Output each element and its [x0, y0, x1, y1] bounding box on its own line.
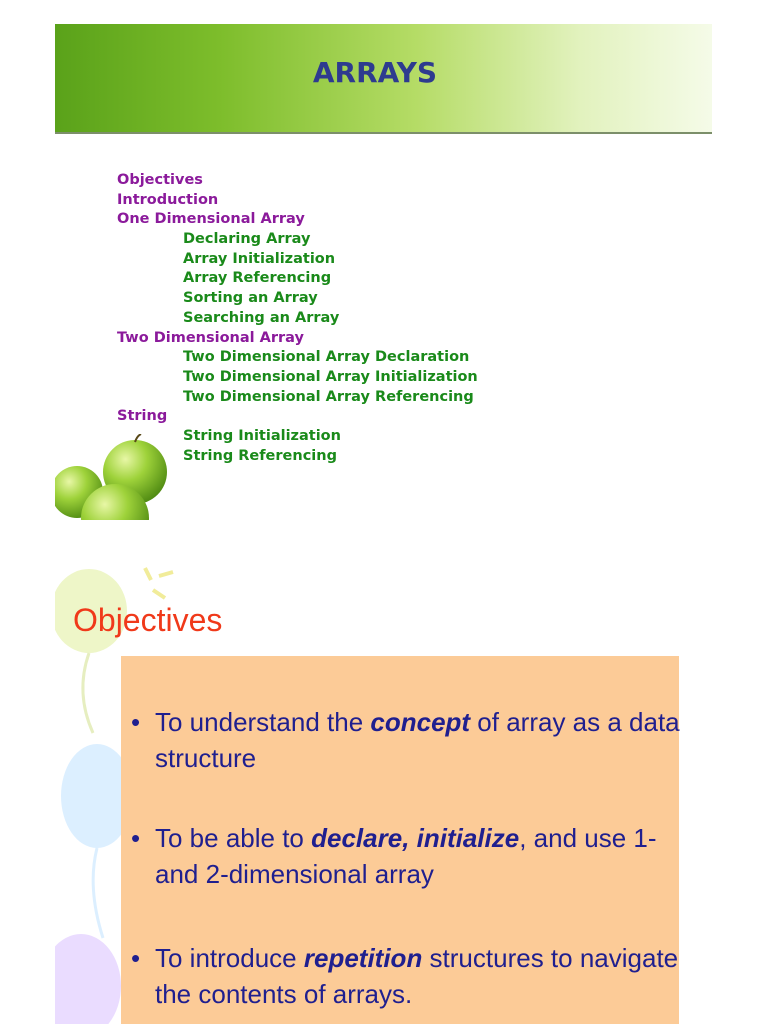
slide-title: ARRAYS — [312, 56, 438, 89]
table-of-contents — [117, 172, 478, 467]
toc-subsection: Searching an Array — [183, 309, 340, 326]
bullet-icon: • — [131, 943, 141, 973]
bullet-icon: • — [131, 707, 141, 737]
objective-item: • To understand the concept of array as a data structure — [131, 704, 685, 776]
toc-subsection: Two Dimensional Array Initialization — [183, 368, 478, 385]
toc-subsection: Two Dimensional Array Referencing — [183, 388, 474, 405]
toc-section: Objectives — [117, 172, 203, 188]
bullet-icon: • — [131, 823, 141, 853]
toc-subsection: Two Dimensional Array Declaration — [183, 349, 470, 366]
toc-subsection: Array Referencing — [183, 270, 332, 287]
objectives-box — [121, 656, 679, 1024]
toc-section: String — [117, 408, 168, 425]
toc-section: Two Dimensional Array — [117, 329, 304, 346]
toc-subsection: String Referencing — [183, 447, 337, 464]
objective-item: • To be able to declare, initialize, and use 1- and 2-dimensional array — [131, 820, 685, 892]
slide-title: Objectives — [73, 602, 223, 638]
objective-item: • To introduce repetition structures to navigate the contents of arrays. — [131, 940, 685, 1012]
green-apples-icon — [55, 434, 215, 520]
toc-subsection: String Initialization — [183, 427, 341, 444]
toc-subsection: Sorting an Array — [183, 290, 318, 307]
slide-objectives — [55, 556, 712, 1024]
toc-section: One Dimensional Array — [117, 211, 305, 228]
toc-section: Introduction — [117, 191, 219, 208]
toc-subsection: Array Initialization — [183, 250, 336, 267]
toc-subsection: Declaring Array — [183, 231, 311, 248]
slide-arrays-contents — [55, 24, 712, 520]
